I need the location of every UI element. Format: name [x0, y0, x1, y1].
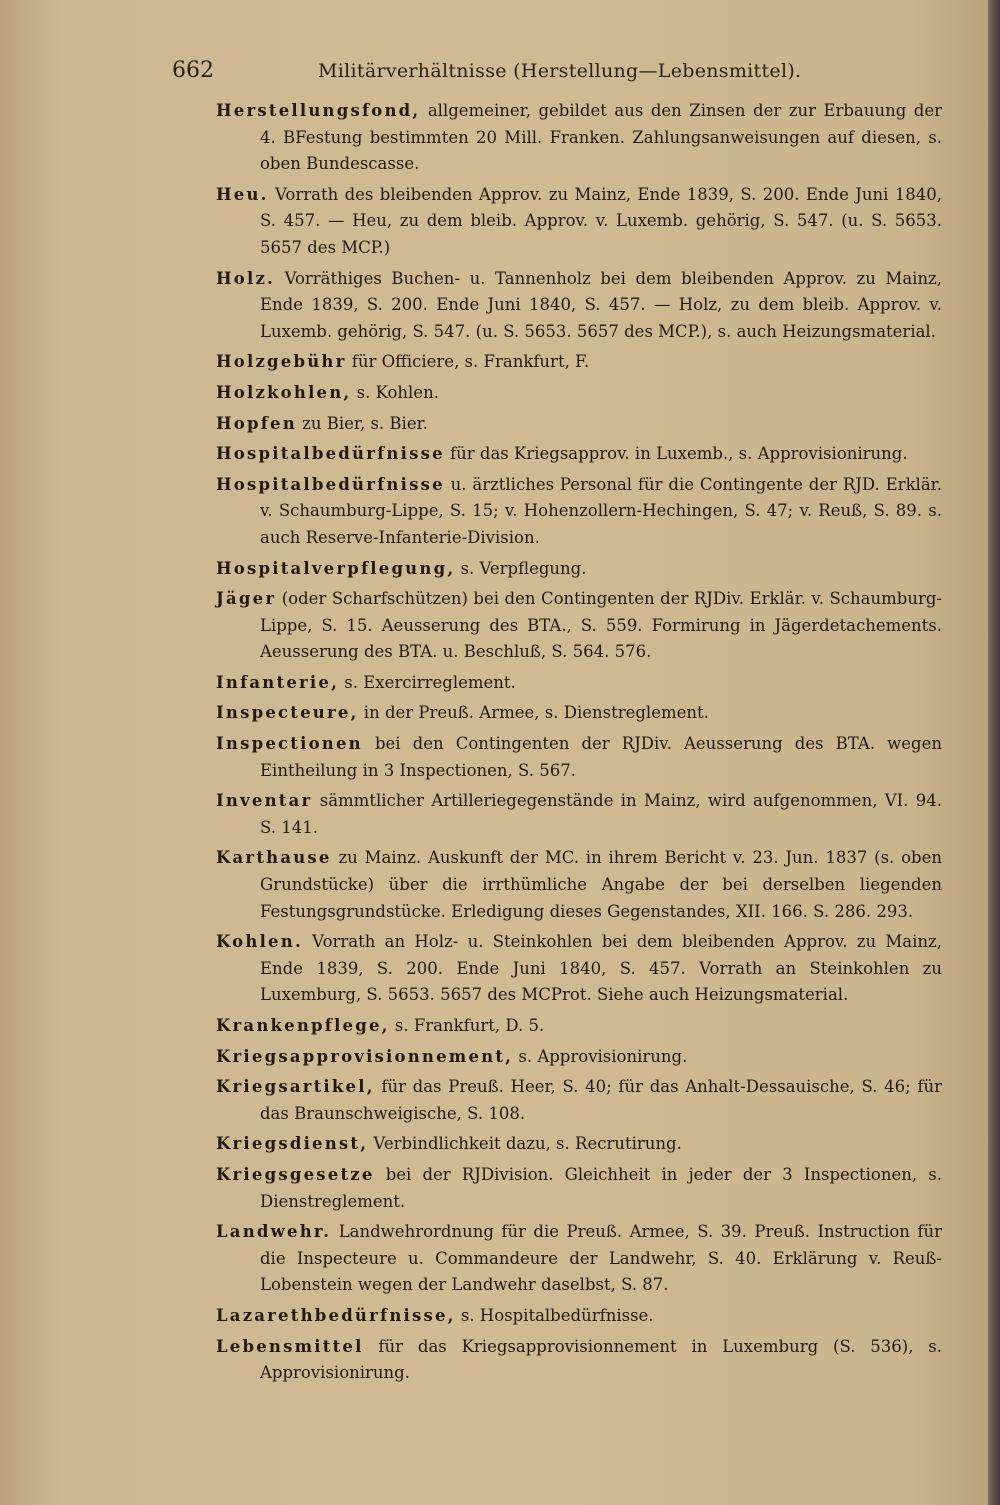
entry-keyword: Hospitalbedürfnisse	[216, 474, 445, 494]
entry-keyword: Inspectionen	[216, 734, 363, 754]
entry-text: s. Exercirreglement.	[339, 672, 516, 692]
entry-text: u. ärztliches Personal für die Contingente der RJD. Erklär. v. Schaumburg-Lippe, S. 15; v. Hohenzollern-Hechingen, S. 47; v. Reuß, S. 89. s. auch Reserve-Infanterie-Division.	[260, 474, 942, 547]
page-number: 662	[172, 58, 214, 83]
index-entry	[216, 929, 942, 1009]
index-entry	[216, 1074, 942, 1127]
entry-keyword: Lebensmittel	[216, 1336, 364, 1356]
entry-keyword: Kriegsartikel,	[216, 1077, 375, 1097]
entry-keyword: Kriegsdienst,	[216, 1134, 369, 1154]
entry-keyword: Hopfen	[216, 413, 297, 433]
entry-keyword: Kohlen.	[216, 932, 303, 952]
entry-keyword: Hospitalbedürfnisse	[216, 444, 445, 464]
index-entry	[216, 788, 942, 841]
index-entry	[216, 845, 942, 925]
entry-text: Vorräthiges Buchen- u. Tannenholz bei dem bleibenden Approv. zu Mainz, Ende 1839, S. 200. Ende Juni 1840, S. 457. — Holz, zu dem bleib. Approv. v. Luxemb. gehörig, S. 547. (u. S. 5653. 5657 des MCP.), s. auch Heizungsmaterial.	[260, 268, 942, 341]
entry-text: zu Bier, s. Bier.	[296, 413, 428, 433]
index-entry	[216, 1303, 942, 1330]
entry-text: zu Mainz. Auskunft der MC. in ihrem Bericht v. 23. Jun. 1837 (s. oben Grundstücke) über die irrthümliche Angabe der bei derselben liegenden Festungsgrundstücke. Erledigung dieses Gegenstandes, XII. 166. S. 286. 293.	[260, 848, 942, 921]
entry-keyword: Lazarethbedürfnisse,	[216, 1305, 456, 1325]
entry-keyword: Karthause	[216, 848, 332, 868]
page-header	[172, 58, 932, 88]
entry-keyword: Herstellungsfond,	[216, 101, 421, 120]
entry-text: Verbindlichkeit dazu, s. Recrutirung.	[368, 1134, 682, 1154]
index-entry	[216, 1219, 942, 1299]
index-entry	[216, 1162, 942, 1215]
entry-text: sämmtlicher Artilleriegegenstände in Mainz, wird aufgenommen, VI. 94. S. 141.	[260, 791, 942, 837]
entry-text: s. Verpflegung.	[455, 558, 587, 578]
entry-text: bei der RJDivision. Gleichheit in jeder der 3 Inspectionen, s. Dienstreglement.	[260, 1164, 942, 1211]
entry-text: s. Frankfurt, D. 5.	[389, 1016, 545, 1035]
entry-text: für das Preuß. Heer, S. 40; für das Anhalt-Dessauische, S. 46; für das Braunschweigische, S. 108.	[260, 1077, 942, 1123]
entry-keyword: Infanterie,	[216, 672, 340, 692]
entry-keyword: Krankenpflege,	[216, 1016, 390, 1035]
index-entry	[216, 441, 942, 468]
index-entry	[216, 349, 942, 376]
entry-keyword: Kriegsapprovisionnement,	[216, 1046, 514, 1066]
entry-text: bei den Contingenten der RJDiv. Aeusserung des BTA. wegen Eintheilung in 3 Inspectionen, S. 567.	[260, 734, 942, 780]
entry-text: für das Kriegsapprovisionnement in Luxemburg (S. 536), s. Approvisionirung.	[260, 1336, 942, 1383]
entry-keyword: Inspecteure,	[216, 703, 359, 723]
entry-keyword: Jäger	[216, 589, 277, 609]
entry-keyword: Inventar	[216, 791, 313, 811]
index-entry	[216, 586, 942, 666]
entry-text: (oder Scharfschützen) bei den Contingenten der RJDiv. Erklär. v. Schaumburg-Lippe, S. 15. Aeusserung des BTA., S. 559. Formirung in Jägerdetachements. Aeusserung des BTA. u. Beschluß, S. 564. 576.	[260, 589, 942, 662]
entry-text: allgemeiner, gebildet aus den Zinsen der zur Erbauung der 4. BFestung bestimmten 20 Mill. Franken. Zahlungsanweisungen auf diesen, s. oben Bundescasse.	[260, 101, 942, 174]
entry-text: für Officiere, s. Frankfurt, F.	[346, 352, 590, 372]
index-entry	[216, 670, 942, 697]
index-entry	[216, 182, 942, 262]
entry-text: s. Kohlen.	[351, 382, 439, 402]
index-entry	[216, 1131, 942, 1158]
entry-keyword: Landwehr.	[216, 1222, 332, 1242]
running-title: Militärverhältnisse (Herstellung—Lebensmittel).	[318, 60, 802, 82]
index-entry	[216, 1013, 942, 1040]
index-entry	[216, 98, 942, 178]
entry-text: Vorrath an Holz- u. Steinkohlen bei dem bleibenden Approv. zu Mainz, Ende 1839, S. 200. Ende Juni 1840, S. 457. Vorrath an Steinkohlen zu Luxemburg, S. 5653. 5657 des MCProt. Siehe auch Heizungsmaterial.	[260, 932, 942, 1005]
entry-text: Vorrath des bleibenden Approv. zu Mainz, Ende 1839, S. 200. Ende Juni 1840, S. 457. — Heu, zu dem bleib. Approv. v. Luxemb. gehörig, S. 547. (u. S. 5653. 5657 des MCP.)	[260, 184, 942, 257]
index-entry	[216, 266, 942, 346]
index-entry	[216, 411, 942, 438]
entry-text: für das Kriegsapprov. in Luxemb., s. Approvisionirung.	[444, 444, 908, 464]
entry-keyword: Holzkohlen,	[216, 382, 352, 402]
index-entry	[216, 1334, 942, 1387]
index-entry	[216, 380, 942, 407]
entry-text: s. Approvisionirung.	[513, 1046, 688, 1066]
entry-keyword: Holz.	[216, 268, 275, 288]
index-entries	[216, 98, 942, 1391]
index-entry	[216, 1044, 942, 1071]
entry-keyword: Heu.	[216, 184, 269, 204]
index-entry	[216, 731, 942, 784]
entry-text: in der Preuß. Armee, s. Dienstreglement.	[358, 703, 709, 723]
index-entry	[216, 700, 942, 727]
entry-keyword: Kriegsgesetze	[216, 1164, 375, 1184]
page-edge-shadow	[988, 0, 1000, 1505]
index-entry	[216, 556, 942, 583]
entry-text: s. Hospitalbedürfnisse.	[455, 1305, 654, 1325]
index-entry	[216, 472, 942, 552]
entry-text: Landwehrordnung für die Preuß. Armee, S. 39. Preuß. Instruction für die Inspecteure u. Commandeure der Landwehr, S. 40. Erklärung v. Reuß-Lobenstein wegen der Landwehr daselbst, S. 87.	[260, 1222, 942, 1295]
entry-keyword: Hospitalverpflegung,	[216, 558, 456, 578]
entry-keyword: Holzgebühr	[216, 352, 347, 372]
